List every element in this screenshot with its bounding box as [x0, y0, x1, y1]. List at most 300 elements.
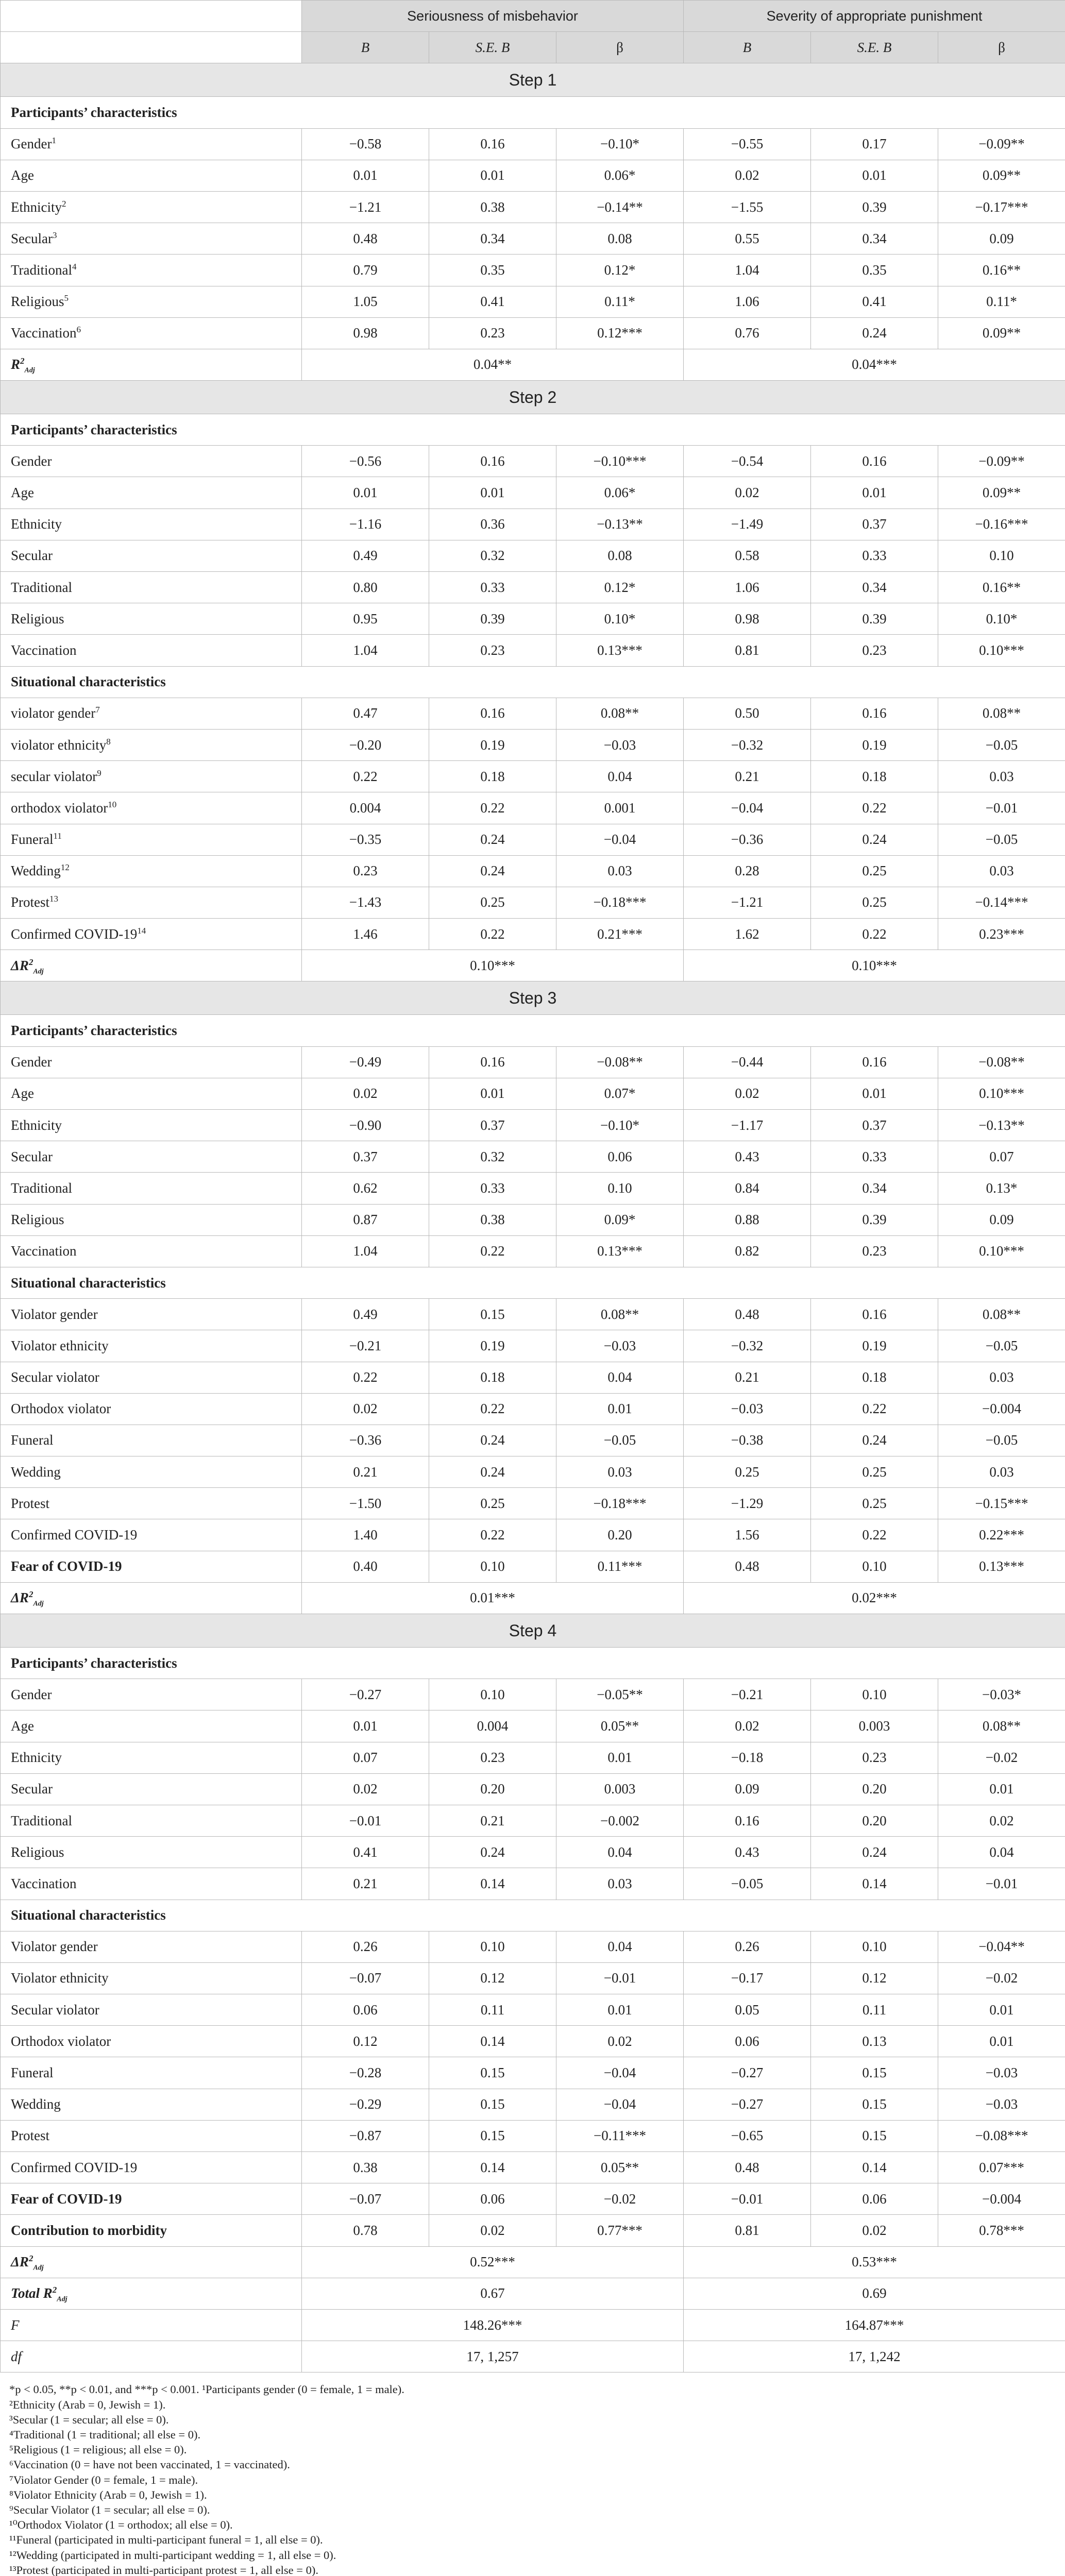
value-cell: 0.11* [556, 286, 684, 317]
row-label: Religious [11, 611, 64, 626]
value-cell: 0.21 [302, 1456, 429, 1488]
value-cell: 0.13 [811, 2026, 938, 2057]
value-cell: −0.14** [556, 191, 684, 223]
footnote-marker: 7 [95, 705, 100, 715]
table-row [1, 1868, 1065, 1900]
value-cell: −1.43 [302, 887, 429, 918]
value-cell: 0.15 [811, 2057, 938, 2089]
value-cell: 1.46 [302, 919, 429, 950]
value-cell: −0.32 [684, 1330, 811, 1362]
value-cell: 0.13* [938, 1173, 1065, 1204]
value-cell: −0.02 [938, 1962, 1065, 1994]
value-cell: 0.37 [302, 1141, 429, 1173]
value-cell: 0.84 [684, 1173, 811, 1204]
table-footnotes [0, 2372, 1065, 2576]
value-cell: 0.01 [302, 1710, 429, 1742]
table-row [1, 1362, 1065, 1393]
value-cell: −0.004 [938, 2183, 1065, 2215]
row-label: Secular violator [11, 1369, 99, 1385]
table-row [1, 698, 1065, 729]
value-cell: 0.82 [684, 1235, 811, 1267]
value-cell: 0.14 [811, 1868, 938, 1900]
value-cell: 0.04 [556, 1837, 684, 1868]
row-label-cell [1, 1551, 302, 1582]
value-cell: 0.10 [811, 1551, 938, 1582]
section-title: Participants’ characteristics [1, 97, 1065, 128]
value-cell: 0.25 [811, 855, 938, 887]
table-row [1, 1962, 1065, 1994]
table-row [1, 1931, 1065, 1962]
value-cell: 0.10*** [938, 1235, 1065, 1267]
summary-label-sub: Adj [57, 2295, 67, 2303]
value-cell: 1.05 [302, 286, 429, 317]
value-cell: 0.22 [811, 792, 938, 824]
table-row [1, 887, 1065, 918]
row-label-cell [1, 509, 302, 540]
value-cell: 0.25 [811, 1456, 938, 1488]
footnote-line: ⁹Secular Violator (1 = secular; all else = 0). [9, 2503, 210, 2516]
row-label-cell [1, 1742, 302, 1773]
row-label-cell [1, 1299, 302, 1330]
value-cell: 0.004 [429, 1710, 556, 1742]
value-cell: 0.05** [556, 2152, 684, 2183]
value-cell: 0.48 [302, 223, 429, 255]
value-cell: 0.24 [811, 1425, 938, 1456]
value-cell: 0.13*** [938, 1551, 1065, 1582]
value-cell: −0.04 [556, 2057, 684, 2089]
value-cell: −0.05 [938, 824, 1065, 855]
value-cell: −0.29 [302, 2089, 429, 2120]
value-cell: 0.38 [302, 2152, 429, 2183]
value-cell: 0.21 [302, 1868, 429, 1900]
value-cell: −0.65 [684, 2120, 811, 2151]
value-cell: 0.11 [429, 1994, 556, 2026]
table-body [1, 63, 1065, 2372]
row-label-cell [1, 2057, 302, 2089]
row-label-cell [1, 635, 302, 666]
table-row [1, 1046, 1065, 1078]
row-label-cell [1, 286, 302, 317]
row-label: Ethnicity [11, 199, 62, 215]
value-cell: 0.34 [811, 1173, 938, 1204]
footnote-line: ⁴Traditional (1 = traditional; all else = 0). [9, 2428, 201, 2441]
step-header-row [1, 981, 1065, 1015]
value-cell: 0.02 [556, 2026, 684, 2057]
row-label: Vaccination [11, 642, 77, 658]
row-label: Protest [11, 894, 50, 910]
value-cell: 0.10 [811, 1931, 938, 1962]
row-label-cell [1, 1078, 302, 1109]
value-cell: −0.35 [302, 824, 429, 855]
value-cell: −0.05 [684, 1868, 811, 1900]
value-cell: 0.81 [684, 635, 811, 666]
value-cell: −0.16*** [938, 509, 1065, 540]
table-row [1, 255, 1065, 286]
value-cell: 0.21*** [556, 919, 684, 950]
row-label-cell [1, 1393, 302, 1425]
value-cell: 0.50 [684, 698, 811, 729]
table-row [1, 1235, 1065, 1267]
row-label-cell [1, 1679, 302, 1710]
value-cell: 0.21 [429, 1805, 556, 1836]
value-cell: 0.16 [684, 1805, 811, 1836]
value-cell: 0.28 [684, 855, 811, 887]
table-row [1, 2183, 1065, 2215]
value-cell: −0.05 [556, 1425, 684, 1456]
row-label-cell [1, 2152, 302, 2183]
row-label-cell [1, 477, 302, 509]
row-label: Confirmed COVID-19 [11, 1527, 138, 1543]
value-cell: 0.07* [556, 1078, 684, 1109]
value-cell: 0.25 [811, 1488, 938, 1519]
section-header-row [1, 666, 1065, 698]
value-cell: −0.55 [684, 128, 811, 160]
value-cell: 0.26 [684, 1931, 811, 1962]
value-cell: 0.16 [811, 446, 938, 477]
table-row [1, 2089, 1065, 2120]
value-cell: 0.18 [811, 761, 938, 792]
table-row [1, 2057, 1065, 2089]
value-cell: 0.01 [556, 1742, 684, 1773]
value-cell: −1.29 [684, 1488, 811, 1519]
row-label: Funeral [11, 832, 54, 848]
footnote-line: ¹³Protest (participated in multi-participant protest = 1, all else = 0). [9, 2563, 318, 2576]
value-cell: 0.34 [811, 223, 938, 255]
row-label: Secular violator [11, 2002, 99, 2018]
table-row [1, 1330, 1065, 1362]
table-row [1, 1773, 1065, 1805]
value-cell: 0.003 [811, 1710, 938, 1742]
value-cell: 0.18 [429, 1362, 556, 1393]
row-label: Protest [11, 1495, 50, 1511]
value-cell: 0.37 [429, 1110, 556, 1141]
row-label: Age [11, 167, 34, 183]
col-beta: β [938, 32, 1065, 63]
row-label: Violator gender [11, 1939, 98, 1955]
summary-label: ΔR [11, 2254, 29, 2270]
row-label-cell [1, 128, 302, 160]
value-cell: 0.12 [302, 2026, 429, 2057]
value-cell: 0.35 [429, 255, 556, 286]
table-row [1, 635, 1065, 666]
summary-row [1, 1582, 1065, 1614]
summary-value-severity: 0.53*** [684, 2246, 1065, 2278]
row-label-cell [1, 160, 302, 191]
table-row [1, 761, 1065, 792]
row-label-cell [1, 1204, 302, 1235]
value-cell: −0.01 [938, 1868, 1065, 1900]
value-cell: 0.22 [429, 792, 556, 824]
footnote-marker: 5 [64, 293, 69, 303]
value-cell: −0.03 [938, 2057, 1065, 2089]
value-cell: −0.49 [302, 1046, 429, 1078]
value-cell: −0.15*** [938, 1488, 1065, 1519]
summary-label-sup: 2 [52, 2285, 57, 2295]
value-cell: −0.17 [684, 1962, 811, 1994]
value-cell: 0.77*** [556, 2215, 684, 2246]
value-cell: 0.43 [684, 1141, 811, 1173]
value-cell: 0.26 [302, 1931, 429, 1962]
value-cell: 0.11 [811, 1994, 938, 2026]
value-cell: 0.06 [556, 1141, 684, 1173]
row-label-cell [1, 855, 302, 887]
row-label: Traditional [11, 1180, 73, 1196]
row-label-cell [1, 729, 302, 760]
row-label: Confirmed COVID-19 [11, 2159, 138, 2175]
row-label-cell [1, 1931, 302, 1962]
row-label-cell [1, 1456, 302, 1488]
summary-label: Total R [11, 2285, 53, 2301]
summary-row [1, 349, 1065, 380]
value-cell: −0.36 [684, 824, 811, 855]
row-label: Age [11, 1086, 34, 1101]
table-row [1, 1488, 1065, 1519]
row-label-cell [1, 603, 302, 635]
footnote-marker: 9 [97, 768, 102, 778]
value-cell: −0.05 [938, 1425, 1065, 1456]
value-cell: −0.18*** [556, 887, 684, 918]
value-cell: 0.05** [556, 1710, 684, 1742]
value-cell: −0.87 [302, 2120, 429, 2151]
value-cell: −0.002 [556, 1805, 684, 1836]
col-se-b: S.E. B [811, 32, 938, 63]
row-label-cell [1, 2183, 302, 2215]
row-label-cell [1, 2120, 302, 2151]
value-cell: −0.38 [684, 1425, 811, 1456]
value-cell: 1.40 [302, 1519, 429, 1551]
value-cell: 0.02 [938, 1805, 1065, 1836]
value-cell: 1.04 [302, 635, 429, 666]
summary-label-cell [1, 2246, 302, 2278]
value-cell: 0.88 [684, 1204, 811, 1235]
row-label: Traditional [11, 262, 73, 278]
step-header-row [1, 381, 1065, 414]
value-cell: −1.16 [302, 509, 429, 540]
value-cell: 0.15 [429, 2089, 556, 2120]
value-cell: −0.44 [684, 1046, 811, 1078]
value-cell: 0.15 [429, 2057, 556, 2089]
value-cell: 0.79 [302, 255, 429, 286]
value-cell: 0.36 [429, 509, 556, 540]
value-cell: 0.22 [302, 761, 429, 792]
value-cell: 0.39 [429, 603, 556, 635]
table-row [1, 2152, 1065, 2183]
summary-label-cell [1, 2341, 302, 2372]
summary-label-sub: Adj [24, 366, 35, 375]
table-row [1, 286, 1065, 317]
value-cell: −0.07 [302, 2183, 429, 2215]
value-cell: 0.12 [811, 1962, 938, 1994]
summary-value-severity: 0.02*** [684, 1582, 1065, 1614]
value-cell: 0.10* [556, 603, 684, 635]
table-row [1, 1393, 1065, 1425]
value-cell: 0.10 [429, 1679, 556, 1710]
value-cell: 0.21 [684, 761, 811, 792]
value-cell: 0.11* [938, 286, 1065, 317]
row-label-cell [1, 572, 302, 603]
value-cell: 0.39 [811, 603, 938, 635]
footnote-marker: 2 [61, 198, 66, 209]
row-label-cell [1, 317, 302, 349]
table-row [1, 824, 1065, 855]
value-cell: 1.06 [684, 286, 811, 317]
value-cell: 0.04 [556, 1931, 684, 1962]
table-row [1, 191, 1065, 223]
value-cell: 0.48 [684, 1299, 811, 1330]
summary-label-sup: 2 [28, 957, 33, 967]
row-label: Secular [11, 1148, 53, 1164]
value-cell: 0.10 [429, 1551, 556, 1582]
row-label-cell [1, 792, 302, 824]
value-cell: 0.16 [429, 698, 556, 729]
summary-value-seriousness: 148.26*** [302, 2309, 684, 2341]
value-cell: 0.01 [302, 160, 429, 191]
table-row [1, 1837, 1065, 1868]
value-cell: 0.02 [684, 477, 811, 509]
value-cell: 0.16** [938, 255, 1065, 286]
footnote-line: ⁶Vaccination (0 = have not been vaccinated, 1 = vaccinated). [9, 2458, 290, 2471]
row-label: Fear of COVID-19 [11, 1558, 122, 1574]
row-label-cell [1, 1330, 302, 1362]
row-label: Secular [11, 230, 53, 246]
step-title: Step 1 [1, 63, 1065, 97]
table-row [1, 509, 1065, 540]
value-cell: 0.49 [302, 1299, 429, 1330]
value-cell: 0.80 [302, 572, 429, 603]
footnote-marker: 3 [52, 230, 57, 240]
value-cell: −1.50 [302, 1488, 429, 1519]
value-cell: 0.81 [684, 2215, 811, 2246]
row-label: Contribution to morbidity [11, 2222, 167, 2238]
value-cell: 0.47 [302, 698, 429, 729]
col-b: B [302, 32, 429, 63]
row-label: Funeral [11, 1432, 54, 1448]
value-cell: 0.87 [302, 1204, 429, 1235]
step-title: Step 2 [1, 381, 1065, 414]
value-cell: 0.48 [684, 1551, 811, 1582]
value-cell: 0.16 [429, 1046, 556, 1078]
table-row [1, 1299, 1065, 1330]
value-cell: 0.02 [811, 2215, 938, 2246]
step-title: Step 4 [1, 1614, 1065, 1648]
row-label-cell [1, 1805, 302, 1836]
table-row [1, 1679, 1065, 1710]
summary-label: df [11, 2348, 22, 2364]
value-cell: 0.02 [429, 2215, 556, 2246]
value-cell: 0.12*** [556, 317, 684, 349]
row-label: Violator gender [11, 1306, 98, 1322]
value-cell: 0.23 [811, 635, 938, 666]
row-label-cell [1, 1362, 302, 1393]
footnote-marker: 1 [52, 135, 56, 146]
value-cell: −0.28 [302, 2057, 429, 2089]
row-label: Religious [11, 294, 64, 310]
footnote-line: ¹²Wedding (participated in multi-participant wedding = 1, all else = 0). [9, 2548, 336, 2562]
value-cell: −0.05 [938, 729, 1065, 760]
summary-value-severity: 17, 1,242 [684, 2341, 1065, 2372]
row-label-cell [1, 1773, 302, 1805]
section-header-row [1, 1267, 1065, 1298]
row-label-cell [1, 1046, 302, 1078]
table-row [1, 2120, 1065, 2151]
value-cell: 0.22 [429, 1393, 556, 1425]
value-cell: 0.09 [938, 223, 1065, 255]
value-cell: 0.10 [938, 540, 1065, 571]
value-cell: −0.18*** [556, 1488, 684, 1519]
table-row [1, 1742, 1065, 1773]
footnote-line: ⁸Violator Ethnicity (Arab = 0, Jewish = 1). [9, 2488, 207, 2501]
step-title: Step 3 [1, 981, 1065, 1015]
summary-value-severity: 0.69 [684, 2278, 1065, 2309]
row-label: Violator ethnicity [11, 1337, 109, 1353]
table-row [1, 1710, 1065, 1742]
value-cell: 0.20 [811, 1805, 938, 1836]
value-cell: 0.24 [429, 1837, 556, 1868]
value-cell: 0.62 [302, 1173, 429, 1204]
value-cell: −1.49 [684, 509, 811, 540]
row-label: Gender [11, 1054, 52, 1070]
summary-value-seriousness: 0.01*** [302, 1582, 684, 1614]
value-cell: −0.02 [556, 2183, 684, 2215]
value-cell: −0.08** [938, 1046, 1065, 1078]
value-cell: 0.03 [556, 1868, 684, 1900]
row-label: Orthodox violator [11, 2033, 111, 2049]
value-cell: −0.17*** [938, 191, 1065, 223]
value-cell: 0.39 [811, 191, 938, 223]
value-cell: 0.14 [429, 2026, 556, 2057]
value-cell: −0.27 [684, 2089, 811, 2120]
value-cell: −0.10*** [556, 446, 684, 477]
summary-row [1, 2246, 1065, 2278]
table-row [1, 1519, 1065, 1551]
value-cell: 0.58 [684, 540, 811, 571]
value-cell: 0.25 [429, 887, 556, 918]
footnote-marker: 11 [53, 831, 62, 841]
value-cell: 0.22 [302, 1362, 429, 1393]
value-cell: 0.41 [429, 286, 556, 317]
footnote-marker: 13 [49, 894, 59, 904]
value-cell: −0.18 [684, 1742, 811, 1773]
value-cell: 0.22*** [938, 1519, 1065, 1551]
value-cell: −1.21 [684, 887, 811, 918]
value-cell: 0.38 [429, 191, 556, 223]
value-cell: 0.10*** [938, 635, 1065, 666]
row-label: Traditional [11, 579, 73, 595]
table-row [1, 1173, 1065, 1204]
section-title: Participants’ characteristics [1, 1648, 1065, 1679]
value-cell: 0.43 [684, 1837, 811, 1868]
value-cell: −0.08** [556, 1046, 684, 1078]
value-cell: 0.10 [556, 1173, 684, 1204]
row-label: Wedding [11, 863, 61, 879]
value-cell: −0.54 [684, 446, 811, 477]
value-cell: 0.33 [811, 540, 938, 571]
row-label: Funeral [11, 2065, 54, 2081]
row-label: Confirmed COVID-19 [11, 926, 138, 942]
value-cell: 0.01 [429, 160, 556, 191]
summary-value-seriousness: 0.67 [302, 2278, 684, 2309]
value-cell: 0.22 [429, 1235, 556, 1267]
footnote-marker: 12 [60, 862, 70, 873]
value-cell: 0.33 [429, 1173, 556, 1204]
value-cell: 0.08 [556, 223, 684, 255]
value-cell: 0.41 [302, 1837, 429, 1868]
value-cell: 0.39 [811, 1204, 938, 1235]
row-label: secular violator [11, 768, 97, 784]
value-cell: −0.13** [938, 1110, 1065, 1141]
summary-label-cell [1, 349, 302, 380]
value-cell: 0.01 [938, 1994, 1065, 2026]
